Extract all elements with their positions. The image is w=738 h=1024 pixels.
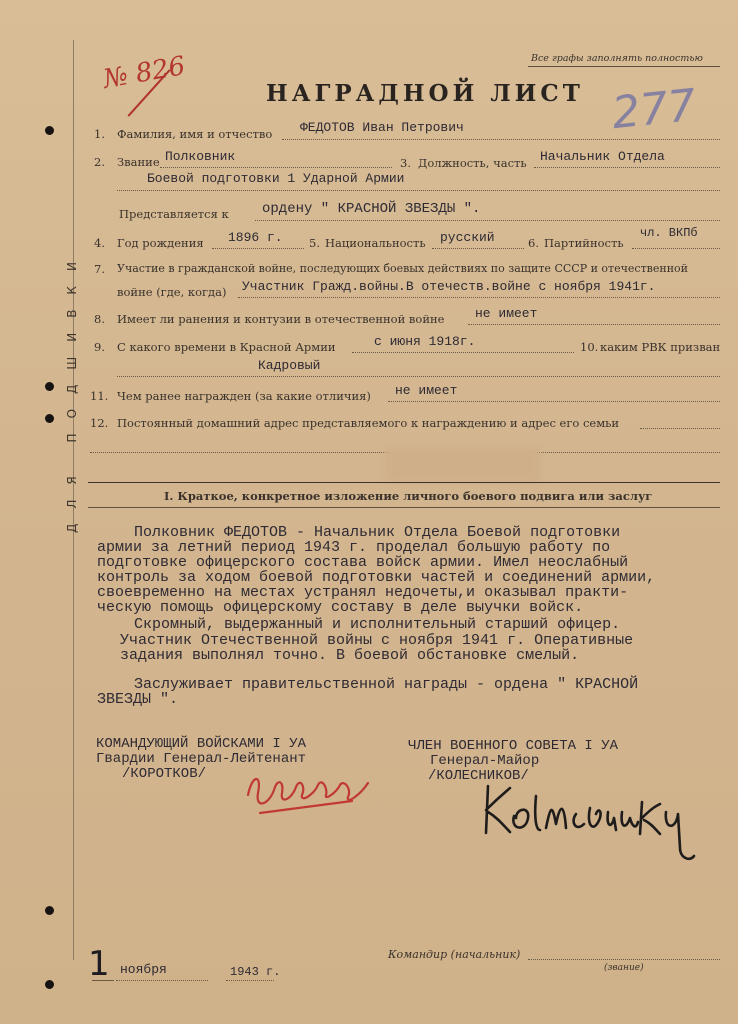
field-number: 12.	[90, 416, 109, 430]
punch-hole	[45, 382, 54, 391]
field-label-party: Партийность	[544, 236, 624, 250]
narrative-line: контроль за ходом боевой подготовки частей и соединений армии,	[97, 569, 656, 586]
signature-left-name: /КОРОТКОВ/	[122, 766, 207, 782]
commander-line	[528, 959, 720, 960]
binding-margin-label	[52, 247, 79, 533]
value-position-line2: Боевой подготовки 1 Ударной Армии	[147, 171, 405, 186]
field-label-wounds: Имеет ли ранения и контузии в отечественной войне	[117, 312, 445, 326]
black-signature-kolesnikov	[480, 778, 720, 873]
value-position: Начальник Отдела	[540, 149, 665, 164]
narrative-line: ческую помощь офицерскому составу в деле выучки войск.	[97, 599, 584, 616]
punch-hole	[45, 126, 54, 135]
value-previous-awards: не имеет	[395, 383, 458, 398]
binding-letters: ДЛЯ ПОДШИВКИ	[65, 247, 79, 533]
fill-line	[255, 220, 720, 221]
field-label-participation: Участие в гражданской войне, последующих боевых действиях по защите СССР и отечественной	[117, 262, 688, 275]
signature-left-title: КОМАНДУЮЩИЙ ВОЙСКАМИ I УА	[96, 736, 307, 752]
narrative-line: ЗВЕЗДЫ ".	[97, 691, 179, 708]
value-name: ФЕДОТОВ Иван Петрович	[300, 120, 464, 135]
fill-line	[432, 248, 524, 249]
signature-right-name: /КОЛЕСНИКОВ/	[428, 768, 529, 784]
punch-hole	[45, 906, 54, 915]
fill-line	[468, 324, 720, 325]
value-nationality: русский	[440, 230, 495, 245]
field-number: 5.	[309, 236, 320, 250]
narrative-line: Участник Отечественной войны с ноября 1941 г. Оперативные	[120, 632, 634, 649]
field-label-service-since: С какого времени в Красной Армии	[117, 340, 336, 354]
fill-line	[212, 248, 304, 249]
note-underline	[528, 66, 720, 67]
commander-label: Командир (начальник)	[388, 948, 521, 961]
signature-right-title: ЧЛЕН ВОЕННОГО СОВЕТА I УА	[408, 738, 619, 754]
value-party: чл. ВКПб	[640, 226, 698, 240]
date-line	[92, 980, 114, 981]
signature-left-rank: Гвардии Генерал-Лейтенант	[96, 751, 307, 767]
narrative-line: подготовке офицерского состава войск армии. Имел неослабный	[97, 554, 629, 571]
red-signature-korotkov	[240, 765, 385, 820]
archive-number: 277	[609, 79, 699, 140]
value-presented: ордену " КРАСНОЙ ЗВЕЗДЫ ".	[262, 201, 481, 217]
fill-line	[160, 167, 392, 168]
field-number: 8.	[94, 312, 105, 326]
fill-line	[238, 297, 720, 298]
rank-label: (звание)	[604, 963, 644, 973]
punch-hole	[45, 980, 54, 989]
field-number: 10.	[580, 340, 599, 354]
narrative-line: Полковник ФЕДОТОВ - Начальник Отдела Боевой подготовки	[134, 524, 621, 541]
fill-line	[388, 401, 720, 402]
value-service-since: с июня 1918г.	[374, 334, 476, 349]
value-rvk: Кадровый	[258, 358, 321, 373]
field-label-rvk: каким РВК призван	[600, 340, 721, 354]
field-label-address: Постоянный домашний адрес представляемого к награждению и адрес его семьи	[117, 416, 620, 430]
section-heading: I. Краткое, конкретное изложение личного боевого подвига или заслуг	[164, 489, 653, 503]
field-number: 1.	[94, 127, 105, 141]
field-number: 9.	[94, 340, 105, 354]
field-label-participation-2: войне (где, когда)	[117, 285, 227, 299]
field-number: 3.	[400, 156, 411, 170]
field-label-name: Фамилия, имя и отчество	[117, 127, 273, 141]
field-number: 2.	[94, 155, 105, 169]
narrative-line: задания выполнял точно. В боевой обстановке смелый.	[120, 647, 580, 664]
field-number: 4.	[94, 236, 105, 250]
date-line	[226, 980, 274, 981]
value-participation: Участник Гражд.войны.В отечеств.войне с ноября 1941г.	[242, 279, 656, 294]
date-month: ноября	[120, 962, 167, 977]
field-label-position: Должность, часть	[418, 156, 527, 170]
value-birth-year: 1896 г.	[228, 230, 283, 245]
field-label-previous-awards: Чем ранее награжден (за какие отличия)	[117, 389, 371, 403]
fill-line	[117, 376, 720, 377]
narrative-line: Заслуживает правительственной награды - ордена " КРАСНОЙ	[134, 676, 639, 693]
field-label-nationality: Национальность	[325, 236, 426, 250]
value-wounds: не имеет	[475, 306, 538, 321]
narrative-line: своевременно на местах устранял недочеты,и оказывал практи-	[97, 584, 629, 601]
document-title: НАГРАДНОЙ ЛИСТ	[266, 80, 584, 107]
fill-note: Все графы заполнять полностью	[531, 53, 703, 64]
section-divider	[88, 507, 720, 508]
value-rank: Полковник	[165, 149, 236, 164]
date-year: 1943 г.	[230, 965, 281, 979]
field-label-presented: Представляется к	[119, 207, 229, 221]
date-line	[116, 980, 208, 981]
section-divider	[88, 482, 720, 483]
field-label-rank: Звание	[117, 155, 160, 169]
field-number: 11.	[90, 389, 109, 403]
redacted-address	[385, 447, 540, 483]
signature-right-rank: Генерал-Майор	[430, 753, 540, 769]
field-label-birth-year: Год рождения	[117, 236, 204, 250]
field-number: 7.	[94, 262, 105, 276]
fill-line	[117, 190, 720, 191]
fill-line	[632, 248, 720, 249]
narrative-line: Скромный, выдержанный и исполнительный старший офицер.	[134, 616, 621, 633]
fill-line	[352, 352, 574, 353]
red-registration-number: № 826	[101, 51, 188, 95]
fill-line	[534, 167, 720, 168]
punch-hole	[45, 414, 54, 423]
date-day: 1	[88, 944, 110, 984]
narrative-line: армии за летний период 1943 г. проделал большую работу по	[97, 539, 611, 556]
fill-line	[282, 139, 720, 140]
field-number: 6.	[528, 236, 539, 250]
fill-line	[640, 428, 720, 429]
